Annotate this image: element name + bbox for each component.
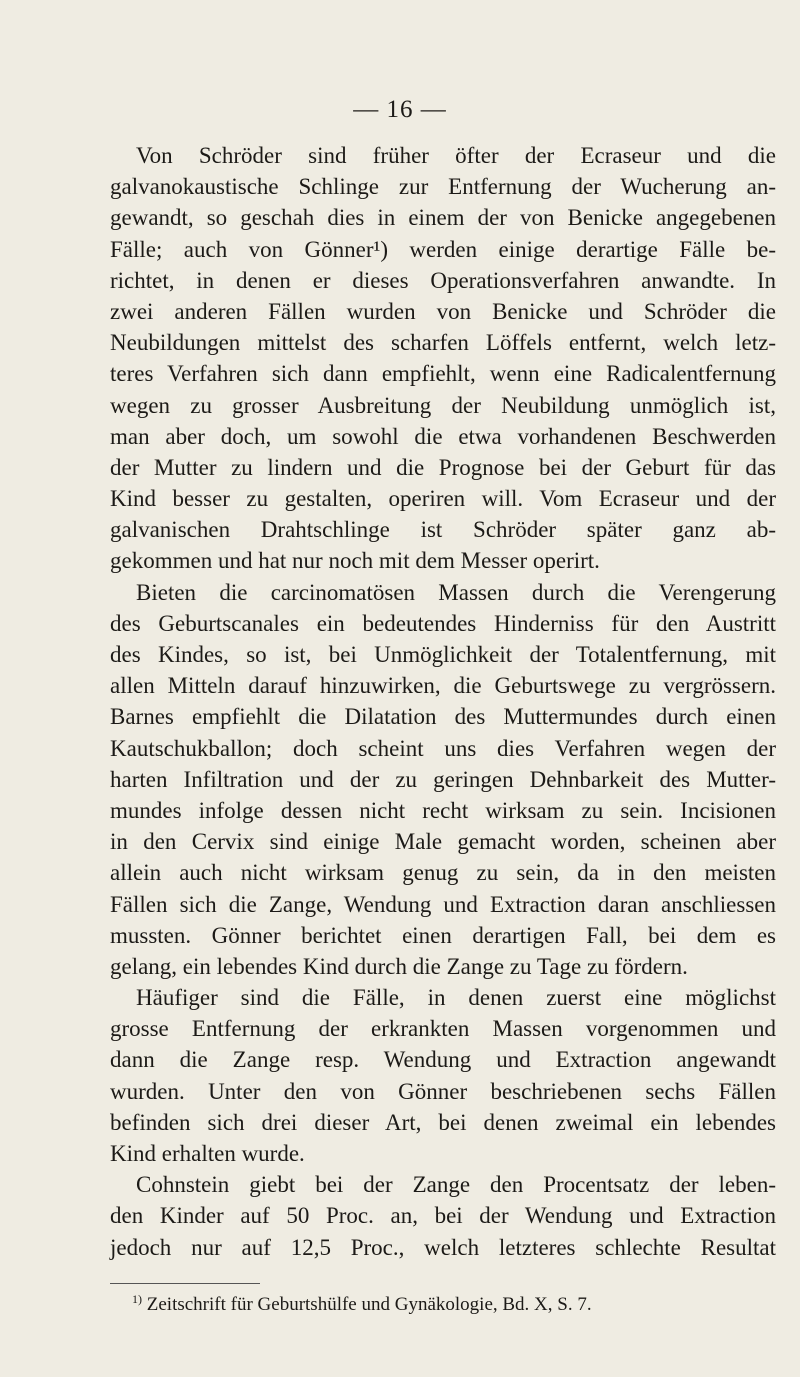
text-line: zwei anderen Fällen wurden von Benicke und Schröder die: [110, 298, 776, 324]
text-line: Neubildungen mittelst des scharfen Löffels entfernt, welch letz-: [110, 330, 776, 356]
text-line: man aber doch, um sowohl die etwa vorhandenen Beschwerden: [110, 423, 776, 449]
text-line: Barnes empfiehlt die Dilatation des Muttermundes durch einen: [110, 704, 776, 730]
text-line: harten Infiltration und der zu geringen Dehnbarkeit des Mutter-: [110, 766, 776, 792]
text-line: richtet, in denen er dieses Operationsverfahren anwandte. In: [110, 267, 776, 293]
text-line: Von Schröder sind früher öfter der Ecraseur und die: [136, 143, 776, 168]
text-line: Kind erhalten wurde.: [110, 1141, 305, 1166]
text-line: teres Verfahren sich dann empfiehlt, wenn eine Radicalentfernung: [110, 361, 776, 387]
footnote-divider: [110, 1283, 260, 1284]
footnote-text: Zeitschrift für Geburtshülfe und Gynäkologie, Bd. X, S. 7.: [146, 1294, 592, 1315]
footnote: [132, 1287, 782, 1317]
text-line: allen Mitteln darauf hinzuwirken, die Geburtswege zu vergrössern.: [110, 673, 776, 699]
text-line: dann die Zange resp. Wendung und Extraction angewandt: [110, 1047, 776, 1073]
text-line: jedoch nur auf 12,5 Proc., welch letzteres schlechte Resultat: [110, 1234, 776, 1260]
text-line: galvanischen Drahtschlinge ist Schröder später ganz ab-: [110, 517, 776, 543]
text-line: des Geburtscanales ein bedeutendes Hinderniss für den Austritt: [110, 610, 776, 636]
text-line: der Mutter zu lindern und die Prognose bei der Geburt für das: [110, 454, 776, 480]
text-line: befinden sich drei dieser Art, bei denen zweimal ein lebendes: [110, 1109, 776, 1135]
text-line: grosse Entfernung der erkrankten Massen vorgenommen und: [110, 1016, 776, 1042]
text-line: Fälle; auch von Gönner¹) werden einige derartige Fälle be-: [110, 236, 776, 262]
text-line: galvanokaustische Schlinge zur Entfernung der Wucherung an-: [110, 174, 776, 200]
text-line: Bieten die carcinomatösen Massen durch die Verengerung: [136, 579, 776, 605]
page-number: — 16 —: [353, 96, 447, 123]
footnote-marker: 1): [132, 1292, 142, 1306]
text-line: gekommen und hat nur noch mit dem Messer operirt.: [110, 548, 600, 574]
text-line: wegen zu grosser Ausbreitung der Neubildung unmöglich ist,: [110, 392, 776, 418]
text-line: mussten. Gönner berichtet einen derartigen Fall, bei dem es: [110, 922, 776, 948]
text-line: Häufiger sind die Fälle, in denen zuerst eine möglichst: [136, 985, 776, 1011]
text-line: mundes infolge dessen nicht recht wirksam zu sein. Incisionen: [110, 797, 776, 823]
text-line: allein auch nicht wirksam genug zu sein, da in den meisten: [110, 860, 776, 886]
text-line: wurden. Unter den von Gönner beschriebenen sechs Fällen: [110, 1078, 776, 1104]
text-line: den Kinder auf 50 Proc. an, bei der Wendung und Extraction: [110, 1203, 776, 1229]
text-line: Kautschukballon; doch scheint uns dies Verfahren wegen der: [110, 735, 776, 761]
text-line: Kind besser zu gestalten, operiren will. Vom Ecraseur und der: [110, 486, 776, 512]
text-line: gewandt, so geschah dies in einem der von Benicke angegebenen: [110, 205, 776, 231]
text-line: in den Cervix sind einige Male gemacht worden, scheinen aber: [110, 829, 776, 855]
text-line: Fällen sich die Zange, Wendung und Extraction daran anschliessen: [110, 891, 776, 917]
text-line: gelang, ein lebendes Kind durch die Zange zu Tage zu fördern.: [110, 953, 688, 979]
text-line: des Kindes, so ist, bei Unmöglichkeit der Totalentfernung, mit: [110, 642, 776, 667]
body-text: [110, 140, 776, 1263]
text-line: Cohnstein giebt bei der Zange den Procentsatz der leben-: [136, 1172, 776, 1198]
